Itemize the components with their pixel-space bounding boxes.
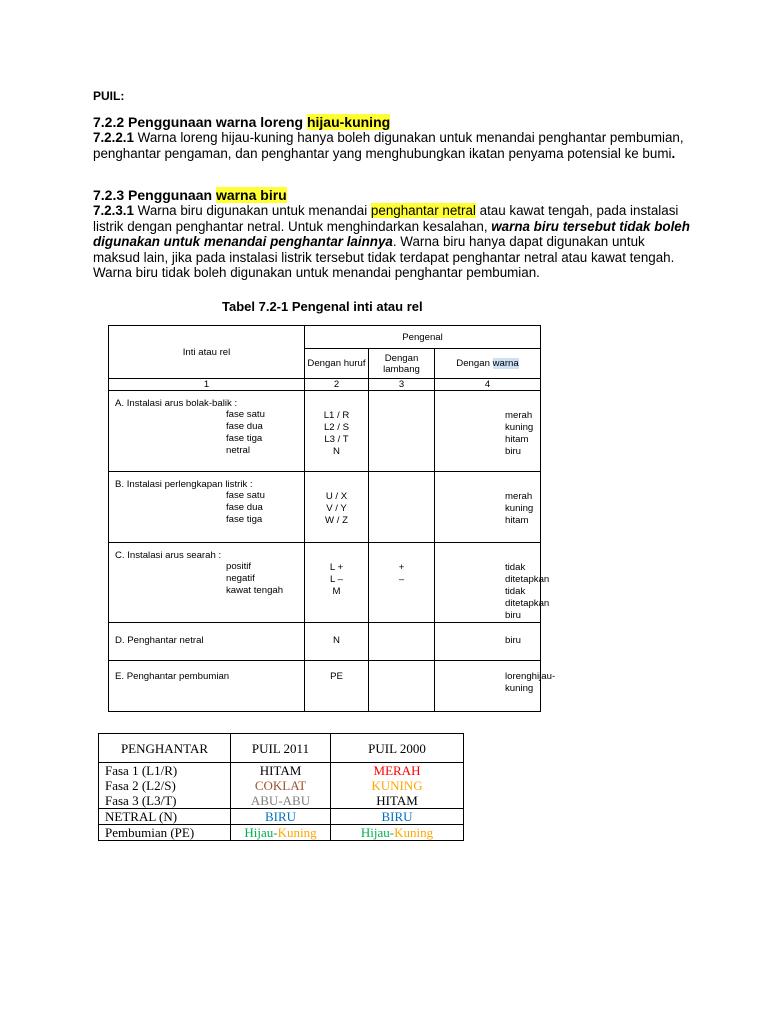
table-row [99,763,464,779]
paragraph-number: 7.2.3.1 [93,203,134,218]
header-puil-2000: PUIL 2000 [331,734,464,763]
paragraph-text-a: Warna biru digunakan untuk menandai [133,203,371,218]
value-lambang: – [398,574,405,585]
header-huruf: Dengan huruf [305,349,369,379]
cell-e-warna [435,661,556,712]
cell-b-huruf [305,472,369,543]
col-num-2: 2 [305,379,369,391]
value-warna: biru [505,610,521,621]
cell-d-warna [435,623,541,661]
value-warna: tidak ditetapkan [505,562,550,585]
pe-yellow-text: Kuning [394,825,434,840]
paragraph-bold-italic: warna biru tersebut tidak boleh digunakan untuk menandai penghantar lainnya [93,218,690,250]
cell-c-huruf [305,543,369,623]
heading-7-2-2-text: 7.2.2 Penggunaan warna loreng [93,114,307,130]
cell-d-huruf [305,623,369,661]
color-2000: MERAH [331,763,464,779]
sub-item: negatif [226,573,255,584]
table-row-e [109,661,541,712]
cell-e-inti [109,661,305,712]
table-row-d [109,623,541,661]
value-huruf: W / Z [325,515,348,526]
conductor-name: Fasa 1 (L1/R) [99,763,231,779]
header-warna [435,349,541,379]
value-huruf: L1 / R [323,410,350,421]
sub-item: netral [226,445,250,456]
value-huruf: U / X [325,491,348,502]
sub-item: fase tiga [226,514,263,525]
category-b-title: B. Instalasi perlengkapan listrik : [115,479,253,490]
conductor-name: Fasa 3 (L3/T) [99,793,231,809]
heading-7-2-3-highlight: warna biru [215,187,287,203]
color-2011: BIRU [231,809,331,825]
value-warna: hitam [505,434,529,445]
sub-item: kawat tengah [226,585,284,596]
cell-c-inti [109,543,305,623]
col-num-3: 3 [369,379,435,391]
comparison-header-row [99,734,464,763]
cell-b-warna [435,472,541,543]
color-2011: COKLAT [231,778,331,793]
sub-item: fase dua [226,502,263,513]
cell-a-huruf [305,391,369,472]
table-row [99,825,464,841]
paragraph-7-2-3-1 [93,203,693,281]
value-huruf: M [332,586,341,597]
conductor-name: NETRAL (N) [99,809,231,825]
table-row [99,793,464,809]
value-huruf: L3 / T [324,434,349,445]
header-inti: Inti atau rel [109,326,305,379]
value-lambang: + [398,562,405,573]
sub-item: positif [226,561,252,572]
header-warna-text: Dengan [456,358,493,370]
cell-d-inti [109,623,305,661]
value-warna: hijau- [531,671,556,682]
cell-b-inti [109,472,305,543]
header-puil-2011: PUIL 2011 [231,734,331,763]
value-huruf: L + [329,562,344,573]
table-row [99,809,464,825]
cell-e-huruf [305,661,369,712]
header-lambang: Dengan lambang [369,349,435,379]
value-warna: kuning [505,422,534,433]
paragraph-highlight: penghantar netral [370,203,476,218]
color-2000 [331,825,464,841]
sub-item: fase satu [226,490,265,501]
conductor-name: Fasa 2 (L2/S) [99,778,231,793]
value-warna: biru [505,446,521,457]
heading-7-2-2 [93,114,390,130]
category-d-title: D. Penghantar netral [115,635,204,646]
table-row-a [109,391,541,472]
col-num-4: 4 [435,379,541,391]
value-huruf: N [333,446,340,457]
category-c-title: C. Instalasi arus searah : [115,550,222,561]
paragraph-end: . [671,145,676,161]
paragraph-text-b: atau kawat tengah, pada instalasi listrik dengan penghantar netral. Untuk menghindarkan kesalahan, [93,203,679,234]
value-warna: merah [505,410,533,421]
heading-7-2-3 [93,187,287,203]
value-warna: biru [505,635,521,646]
value-warna: kuning [505,683,534,694]
sub-item: fase satu [226,409,265,420]
color-2000: HITAM [331,793,464,809]
cell-c-lambang [369,543,435,623]
value-huruf: PE [330,671,343,682]
color-2011 [231,825,331,841]
category-e-title: E. Penghantar pembumian [115,671,230,682]
table-color-comparison [98,733,464,841]
table-row [99,778,464,793]
table-row-c [109,543,541,623]
table-row-b [109,472,541,543]
header-penghantar: PENGHANTAR [99,734,231,763]
pe-green-text: Hijau- [360,825,395,840]
doc-label: PUIL: [93,89,125,103]
cell-b-lambang [369,472,435,543]
value-warna: loreng [505,671,532,682]
cell-e-lambang [369,661,435,712]
table-header-row [109,326,541,349]
cell-a-inti [109,391,305,472]
cell-d-lambang [369,623,435,661]
value-huruf: V / Y [326,503,347,514]
cell-c-warna [435,543,550,623]
color-2011: ABU-ABU [231,793,331,809]
color-2000: KUNING [331,778,464,793]
conductor-name: Pembumian (PE) [99,825,231,841]
value-huruf: L – [330,574,343,585]
cell-a-warna [435,391,541,472]
value-warna: kuning [505,503,534,514]
value-warna: hitam [505,515,529,526]
pe-green-text: Hijau- [244,825,278,840]
value-warna: tidak ditetapkan [505,586,550,609]
heading-7-2-2-highlight: hijau-kuning [306,114,391,130]
header-warna-highlight: warna [492,358,519,370]
paragraph-text-c: . Warna biru hanya dapat digunakan untuk maksud lain, jika pada instalasi listrik tersebut tidak terdapat penghantar netral atau kawat tengah. Warna biru tidak boleh digunakan untuk menandai penghantar pembumian. [93,234,675,281]
heading-7-2-3-text: 7.2.3 Penggunaan [93,187,216,203]
column-number-row [109,379,541,391]
value-huruf: L2 / S [323,422,350,433]
value-warna: merah [505,491,533,502]
cell-a-lambang [369,391,435,472]
paragraph-number: 7.2.2.1 [93,130,134,145]
value-lambang [369,586,434,598]
category-a-title: A. Instalasi arus bolak-balik : [115,398,238,409]
sub-item: fase tiga [226,433,263,444]
sub-item: fase dua [226,421,263,432]
paragraph-text: Warna loreng hijau-kuning hanya boleh digunakan untuk menandai penghantar pembumian, penghantar pengaman, dan penghantar yang menghubungkan ikatan penyama potensial ke bumi [93,130,684,161]
table-pengenal [108,325,556,712]
paragraph-7-2-2-1 [93,130,693,161]
header-pengenal: Pengenal [305,326,541,349]
table-title: Tabel 7.2-1 Pengenal inti atau rel [222,299,423,314]
value-huruf: N [333,635,340,646]
color-2000: BIRU [331,809,464,825]
color-2011: HITAM [231,763,331,779]
col-num-1: 1 [109,379,305,391]
pe-yellow-text: Kuning [277,825,317,840]
